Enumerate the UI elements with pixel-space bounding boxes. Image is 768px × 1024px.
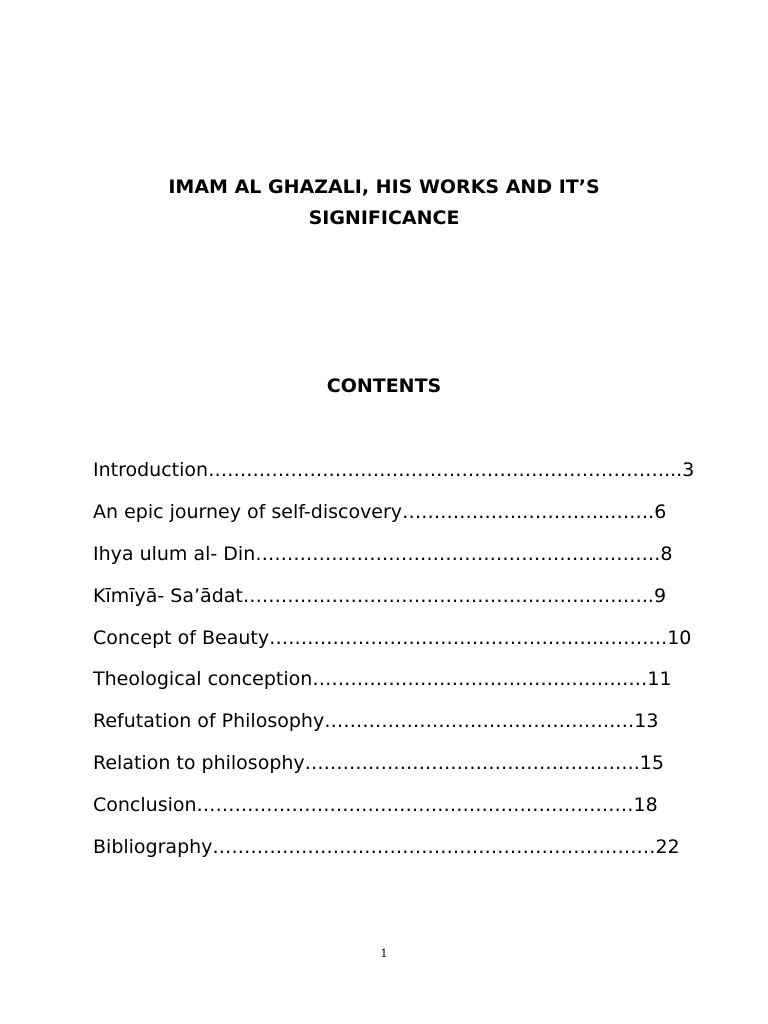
toc-entry-page: 9 bbox=[653, 585, 667, 607]
toc-entry-title: Bibliography bbox=[93, 836, 213, 858]
toc-entry-title: Kīmīyā- Sa’ādat bbox=[93, 585, 243, 607]
toc-entry-kimiya bbox=[93, 580, 666, 612]
toc-entry-epic-journey bbox=[93, 496, 666, 528]
toc-entry-bibliography bbox=[93, 831, 680, 863]
contents-heading: CONTENTS bbox=[326, 375, 442, 397]
toc-entry-theological bbox=[93, 663, 672, 695]
toc-entry-leader: …………………………………………………………… bbox=[196, 794, 634, 816]
document-title-line-1: IMAM AL GHAZALI, HIS WORKS AND IT’S bbox=[168, 176, 600, 198]
page-number: 1 bbox=[380, 947, 388, 960]
toc-entry-leader: ………………….………………………………………… bbox=[212, 836, 656, 858]
toc-entry-page: 11 bbox=[647, 668, 672, 690]
toc-entry-page: 22 bbox=[655, 836, 680, 858]
toc-entry-title: Conclusion bbox=[93, 794, 197, 816]
toc-entry-title: An epic journey of self-discovery bbox=[93, 501, 403, 523]
toc-entry-beauty bbox=[93, 622, 691, 654]
toc-entry-leader: …………………………………………….. bbox=[304, 752, 640, 774]
toc-entry-introduction bbox=[93, 454, 694, 486]
toc-entry-title: Concept of Beauty bbox=[93, 627, 270, 649]
toc-entry-page: 3 bbox=[682, 459, 695, 481]
toc-entry-conclusion bbox=[93, 789, 658, 821]
toc-entry-leader: ……………….…………..……. bbox=[402, 501, 655, 523]
toc-entry-leader: ……………………………………………..………. bbox=[269, 627, 668, 649]
toc-entry-title: Refutation of Philosophy bbox=[93, 710, 325, 732]
toc-entry-leader: …………………………………..………… bbox=[312, 668, 648, 690]
document-title-line-2: SIGNIFICANCE bbox=[308, 207, 460, 229]
toc-entry-title: Introduction bbox=[93, 459, 209, 481]
toc-entry-page: 18 bbox=[633, 794, 658, 816]
toc-entry-relation bbox=[93, 747, 664, 779]
toc-entry-title: Ihya ulum al- Din bbox=[93, 543, 256, 565]
toc-entry-leader: ………………………………………………………. bbox=[255, 543, 661, 565]
toc-entry-page: 6 bbox=[654, 501, 667, 523]
toc-entry-leader: ……………………………………………………….. bbox=[242, 585, 654, 607]
toc-entry-ihya bbox=[93, 538, 672, 570]
toc-entry-leader: ………………………………………………………………... bbox=[208, 459, 683, 481]
toc-entry-page: 15 bbox=[639, 752, 664, 774]
toc-entry-title: Relation to philosophy bbox=[93, 752, 305, 774]
toc-entry-page: 13 bbox=[634, 710, 659, 732]
toc-entry-title: Theological conception bbox=[93, 668, 313, 690]
toc-entry-leader: ……………………………………….… bbox=[324, 710, 635, 732]
toc-entry-page: 10 bbox=[667, 627, 692, 649]
toc-entry-page: 8 bbox=[660, 543, 673, 565]
toc-entry-refutation bbox=[93, 705, 658, 737]
